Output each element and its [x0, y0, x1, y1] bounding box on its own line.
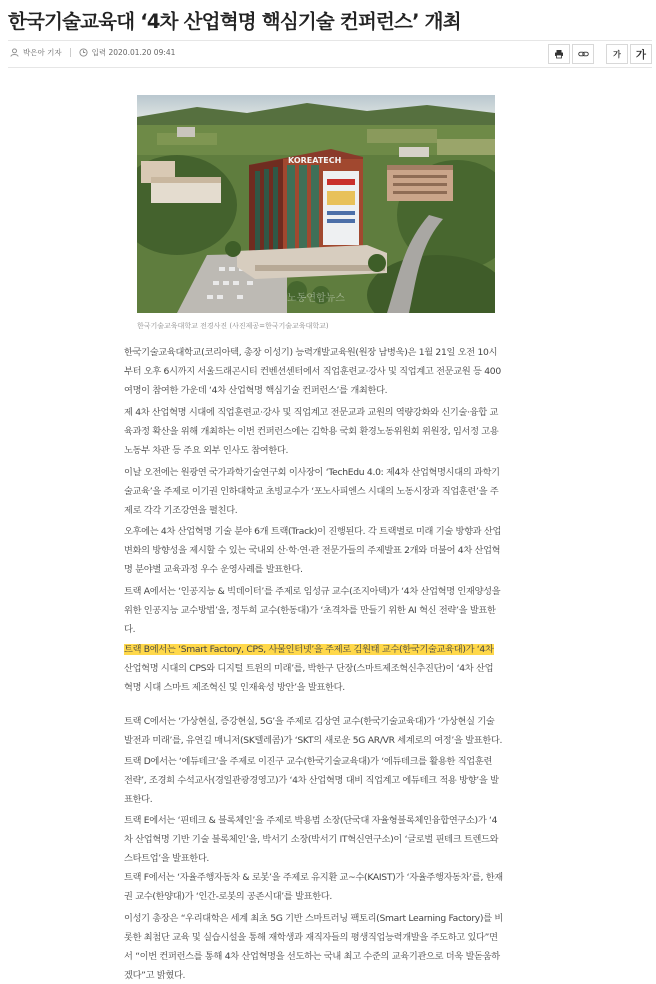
body-paragraph: 트랙 A에서는 ‘인공지능 & 빅데이터’를 주제로 임성규 교수(조지아텍)가 ‘4차 산업혁명 인재양성을 위한 인공지능 교수방법’을, 정두희 교수(한동대)가 ‘초격차를 만들기 위한 AI 혁신 전략’을 발표한 다.: [124, 586, 501, 635]
article-title: 한국기술교육대 ‘4차 산업혁명 핵심기술 컨퍼런스’ 개최: [8, 10, 461, 33]
article-meta-bar: [8, 40, 652, 68]
body-paragraph: 트랙 C에서는 ‘가상현실, 증강현실, 5G’을 주제로 김상연 교수(한국기술교육대)가 ‘가상현실 기술 발전과 미래’를, 유연길 매니저(SK텔레콤)가 ‘SKT의 새로운 5G AR/VR 세계로의 여정’을 발표한다.: [124, 716, 503, 746]
print-icon: [554, 49, 564, 59]
photo-watermark: 노동연합뉴스: [287, 293, 345, 304]
publish-date: 입력 2020.01.20 09:41: [91, 48, 176, 57]
print-button[interactable]: [548, 44, 570, 64]
body-paragraph: 한국기술교육대학교(코리아텍, 총장 이성기) 능력개발교육원(원장 남병욱)은 1월 21일 오전 10시 부터 오후 6시까지 서울드래곤시티 컨벤션센터에서 직업훈련교·강사 및 직업계고 전문교원 등 400 여명이 참여한 가운데 ‘4차 산업혁명 핵심기술 컨퍼런스’를 개최한다.: [124, 347, 501, 396]
body-paragraph: 이날 오전에는 원광연 국가과학기술연구회 이사장이 ‘TechEdu 4.0: 제4차 산업혁명시대의 과학기 술교육’을 주제로 이기권 인하대학교 초빙교수가 ‘포노사피엔스 시대의 노동시장과 직업훈련’을 주 제로 각각 기조강연을 펼친다.: [124, 467, 500, 516]
body-paragraph: 트랙 E에서는 ‘핀테크 & 블록체인’을 주제로 박용범 소장(단국대 자율형블록체인융합연구소)가 ‘4 차 산업혁명 기반 기술 블록체인’을, 박서기 소장(박서기 IT혁신연구소)이 ‘글로벌 핀테크 트렌드와 스타트업’을 발표한다.: [124, 815, 499, 864]
font-size-up-button[interactable]: 가: [630, 44, 652, 64]
highlighted-text: 트랙 B에서는 ‘Smart Factory, CPS, 사물인터넷’을 주제로 김원태 교수(한국기술교육대)가 ‘4차: [124, 644, 494, 655]
person-icon: [10, 48, 19, 57]
body-paragraph: 트랙 D에서는 ‘에듀테크’을 주제로 이진구 교수(한국기술교육대)가 ‘에듀테크를 활용한 직업훈련 전략’, 조경희 수석교사(경일관광경영고)가 ‘4차 산업혁명 대비 직업계고 에듀테크 적용 방향’을 발 표한다.: [124, 756, 499, 805]
link-icon: [578, 49, 589, 59]
article-photo: [137, 95, 495, 313]
photo-caption: 한국기술교육대학교 전경사진 (사진제공=한국기술교육대학교): [137, 322, 329, 330]
body-paragraph: 제 4차 산업혁명 시대에 직업훈련교·강사 및 직업계고 전문교과 교원의 역량강화와 신기술·융합 교 육과정 확산을 위해 개최하는 이번 컨퍼런스에는 김학용 국회 환경노동위원회 위원장, 임서정 고용 노동부 차관 등 주요 외부 인사도 참여한다.: [124, 407, 499, 456]
body-paragraph: 오후에는 4차 산업혁명 기술 분야 6개 트랙(Track)이 진행된다. 각 트랙별로 미래 기술 방향과 산업 변화의 방향성을 제시할 수 있는 국내외 산·학·연·관 전문가들의 주제발표 2개와 더불어 4차 산업혁 명 분야별 교육과정 우수 운영사례를 발표한다.: [124, 526, 502, 575]
byline: [10, 47, 175, 58]
font-size-down-button[interactable]: 가: [606, 44, 628, 64]
body-paragraph: 트랙 F에서는 ‘자율주행자동차 & 로봇’을 주제로 유지환 교~수(KAIST)가 ‘자율주행자동차’를, 한재 권 교수(한양대)가 ‘인간-로봇의 공존시대’를 발표한다.: [124, 872, 503, 902]
author-name[interactable]: 박은아 기자: [23, 48, 62, 57]
clock-icon: [79, 48, 88, 57]
copy-link-button[interactable]: [572, 44, 594, 64]
body-paragraph-highlighted: 트랙 B에서는 ‘Smart Factory, CPS, 사물인터넷’을 주제로 김원태 교수(한국기술교육대)가 ‘4차 산업혁명 시대의 CPS와 디지털 트윈의 미래’를, 박한구 단장(스마트제조혁신추진단)이 ‘4차 산업 혁명 시대 스마트 제조혁신 및 인재육성 방안’을 발표한다.: [124, 644, 494, 693]
building-sign: KOREATECH: [288, 156, 342, 165]
article-tools: [548, 44, 652, 64]
body-paragraph: 이성기 총장은 “우리대학은 세계 최초 5G 기반 스마트러닝 팩토리(Smart Learning Factory)를 비 롯한 최첨단 교육 및 실습시설을 통해 재학생과 재직자들의 평생직업능력개발을 주도하고 있다”면 서 “이번 컨퍼런스를 통해 4차 산업혁명을 선도하는 국내 최고 수준의 교육기관으로 더욱 발돋움하 겠다”고 밝혔다.: [124, 913, 503, 981]
